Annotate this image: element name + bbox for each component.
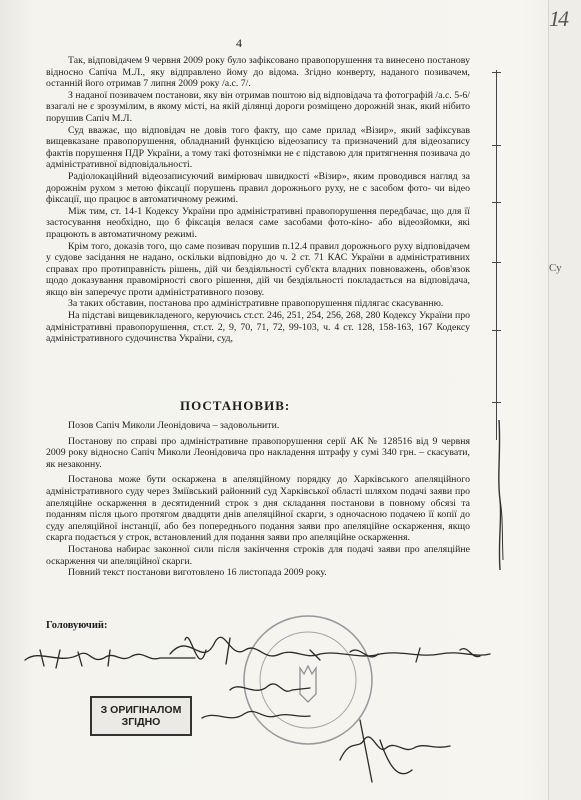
document-body <box>46 55 470 345</box>
paragraph: За таких обставин, постанова про адміністративне правопорушення підлягає скасуванню. <box>68 298 444 310</box>
margin-dash <box>492 72 501 73</box>
presider-label: Головуючий: <box>46 620 108 631</box>
page-corner-mark: 14 <box>549 6 567 31</box>
resolution-heading: ПОСТАНОВИВ: <box>180 398 291 413</box>
margin-dash <box>492 202 501 203</box>
side-text: Су <box>549 262 562 274</box>
paragraph: З наданої позивачем постанови, яку він отримав поштою від відповідача та фотографій /а.с. 5-6/ взагалі не є зрозумілим, в якому місті, на якій ділянці дороги розміщено дорожній знак, який нібито порушив Сапіч М.Л. <box>46 89 470 124</box>
margin-dash <box>492 262 501 263</box>
paragraph: Крім того, доказів того, що саме позивач порушив п.12.4 правил дорожнього руху відповідачем у судове засідання не надано, оскільки відповідно до ч. 2 ст. 71 КАС України в адміністративних справах про протиправність рішень, дій чи бездіяльності суб'єкта владних повноважень, обов'язок щодо доказування правомірності свого рішення, дій чи бездіяльності покладається на відповідача, якщо він заперечує проти адміністративного позову. <box>46 240 470 298</box>
certified-copy-stamp <box>90 696 192 736</box>
margin-dash <box>492 330 501 331</box>
stamp-line: З ОРИГІНАЛОМ <box>100 704 182 716</box>
margin-dash <box>492 402 501 403</box>
resolution-body <box>46 420 470 579</box>
margin-dash <box>492 145 501 146</box>
resolution-paragraph: Постанову по справі про адміністративне правопорушення серії АК № 128516 від 9 червня 2009 року відносно Сапіч Миколи Леонідовича про накладення штрафу у сумі 340 грн. – скасувати, як незаконну. <box>46 435 470 470</box>
stamp-line: ЗГІДНО <box>121 716 161 728</box>
binding-margin-line <box>496 70 497 440</box>
binding-thread <box>494 420 504 570</box>
paragraph: Так, відповідачем 9 червня 2009 року було зафіксовано правопорушення та винесено постанову відносно Сапіча М.Л., яку відправлено йому до відома. Згідно конверту, наданого позивачем, останній його отримав 7 липня 2009 року /а.с. 7/. <box>46 55 470 90</box>
paragraph: Суд вважає, що відповідач не довів того факту, що саме прилад «Візир», який зафіксував вищевказане правопорушення, обладнаний функцією відеозапису та призначений для відеозапису фактів порушення ПДР України, а тому такі фотознімки не є підставою для притягнення позивача до адміністративної відповідальності. <box>46 124 470 171</box>
paragraph: Між тим, ст. 14-1 Кодексу України про адміністративні правопорушення передбачає, що для її застосування необхідно, що б фіксація велася саме засобами фото-кіно- або відеозйомки, які працюють в автоматичному режимі. <box>46 205 470 240</box>
resolution-paragraph: Постанова набирає законної сили після закінчення строків для подачі заяви про апеляційне оскарження чи апеляційної скарги. <box>46 543 470 567</box>
resolution-paragraph: Позов Сапіч Миколи Леонідовича – задовольнити. <box>68 420 280 431</box>
paragraph: Радіолокаційний відеозаписуючий вимірювач швидкості «Візир», яким проводився нагляд за дорожнім рухом з метою фіксації порушень правил дорожнього руху, не є засобом фото- чи відео фіксації, що працює в автоматичному режимі. <box>46 170 470 206</box>
resolution-paragraph: Постанова може бути оскаржена в апеляційному порядку до Харківського апеляційного адміністративного суду через Зміївський районний суд Харківської області шляхом подачі заяви про апеляційне оскарження в десятиденний строк з дня складання постанови в повному обсязі та поданням після цього протягом двадцяти днів апеляційної скарги, з одночасною подачею її копії до суду апеляційної інстанції, або без попереднього подання заяви про апеляційне оскарження, якщо скарга подається у строк, встановлений для подання заяви про апеляційне оскарження. <box>46 474 470 544</box>
page-number: 4 <box>236 36 242 50</box>
paragraph: На підставі вищевикладеного, керуючись ст.ст. 246, 251, 254, 256, 268, 280 Кодексу України про адміністративні правопорушення, ст.ст. 2, 9, 70, 71, 72, 99-103, ч. 4 ст. 128, 158-163, 167 Кодексу адміністративного судочинства України, суд, <box>46 310 470 345</box>
resolution-paragraph: Повний текст постанови виготовлено 16 листопада 2009 року. <box>68 567 327 579</box>
